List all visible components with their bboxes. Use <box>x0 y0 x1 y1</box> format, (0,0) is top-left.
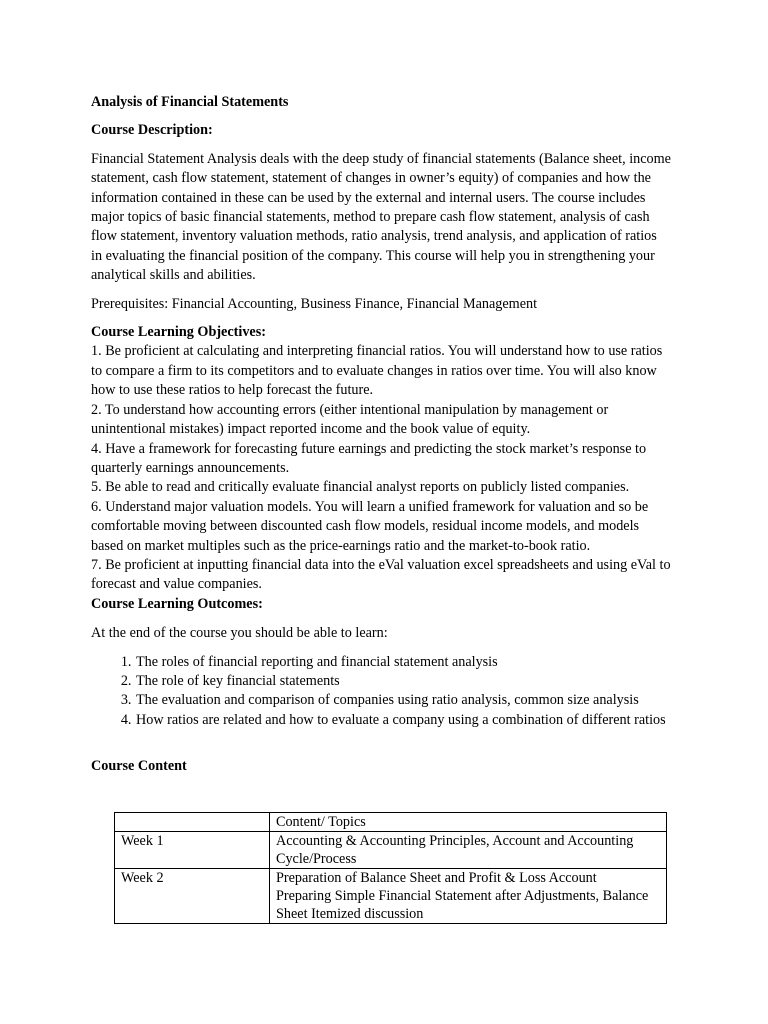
document-title: Analysis of Financial Statements <box>91 94 289 110</box>
objective-item: 4. Have a framework for forecasting future earnings and predicting the stock market’s response to quarterly earnings announcements. <box>91 440 647 476</box>
topics-cell <box>270 869 667 924</box>
topic-line: Accounting & Accounting Principles, Account and Accounting Cycle/Process <box>276 833 634 867</box>
outcomes-list <box>91 653 671 731</box>
objective-item: 1. Be proficient at calculating and interpreting financial ratios. You will understand how to use ratios to compare a firm to its competitors and to evaluate changes in ratios over time. You will also know how to use these ratios to help forecast the future. <box>91 343 663 399</box>
table-header-cell: Content/ Topics <box>270 813 667 832</box>
table-header-cell <box>115 813 270 832</box>
table-row <box>115 832 667 869</box>
objectives-heading: Course Learning Objectives: <box>91 324 266 341</box>
table-row <box>115 869 667 924</box>
outcome-item: 1. The roles of financial reporting and financial statement analysis <box>135 653 671 672</box>
content-heading: Course Content <box>91 758 187 775</box>
topics-cell <box>270 832 667 869</box>
objective-item: 7. Be proficient at inputting financial data into the eVal valuation excel spreadsheets and using eVal to forecast and value companies. <box>91 556 671 593</box>
week-cell: Week 1 <box>115 832 270 869</box>
week-cell: Week 2 <box>115 869 270 924</box>
outcome-item: 2. The role of key financial statements <box>135 672 671 691</box>
prerequisites: Prerequisites: Financial Accounting, Business Finance, Financial Management <box>91 295 538 312</box>
outcome-item: 3. The evaluation and comparison of companies using ratio analysis, common size analysis <box>135 691 671 710</box>
topic-line: Preparing Simple Financial Statement after Adjustments, Balance Sheet Itemized discussion <box>276 888 649 922</box>
outcome-item: 4. How ratios are related and how to evaluate a company using a combination of different ratios <box>135 711 671 730</box>
objectives-list <box>91 342 671 594</box>
topic-line: Preparation of Balance Sheet and Profit & Loss Account <box>276 870 597 886</box>
description-heading: Course Description: <box>91 122 213 139</box>
course-content-table <box>114 812 667 924</box>
table-header-row <box>115 813 667 832</box>
course-description: Financial Statement Analysis deals with the deep study of financial statements (Balance sheet, income statement, cash flow statement, statement of changes in owner’s equity) of companies and how the information contained in these can be used by the external and internal users. The course includes major topics of basic financial statements, method to prepare cash flow statement, analysis of cash flow statement, inventory valuation methods, ratio analysis, trend analysis, and application of ratios in evaluating the financial position of the company. This course will help you in strengthening your analytical skills and abilities. <box>91 150 671 284</box>
outcomes-intro: At the end of the course you should be able to learn: <box>91 625 388 642</box>
outcomes-heading: Course Learning Outcomes: <box>91 595 263 612</box>
objective-item: 6. Understand major valuation models. You will learn a unified framework for valuation and so be comfortable moving between discounted cash flow models, residual income models, and models based on market multiples such as the price-earnings ratio and the market-to-book ratio. <box>91 498 649 554</box>
document-body <box>91 93 671 777</box>
objective-item: 5. Be able to read and critically evaluate financial analyst reports on publicly listed companies. <box>91 479 630 496</box>
objective-item: 2. To understand how accounting errors (either intentional manipulation by management or unintentional mistakes) impact reported income and the book value of equity. <box>91 401 609 438</box>
